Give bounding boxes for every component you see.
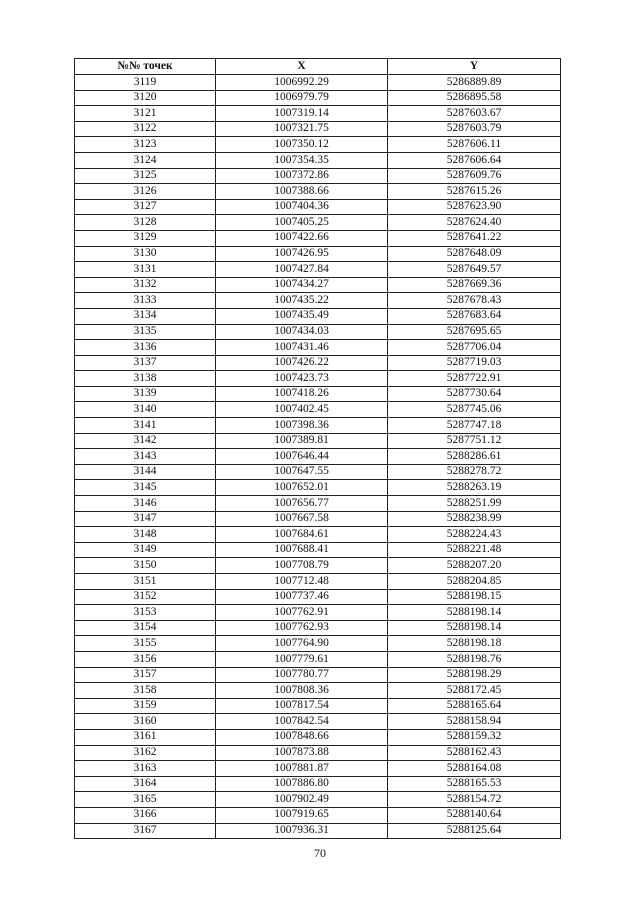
page-number: 70	[314, 846, 326, 860]
y-coordinate-cell: 5287641.22	[388, 230, 561, 246]
x-coordinate-cell: 1007402.45	[216, 402, 388, 418]
table-row	[75, 121, 561, 137]
point-number-cell: 3150	[75, 558, 216, 574]
x-coordinate-cell: 1007431.46	[216, 340, 388, 356]
point-number-cell: 3139	[75, 386, 216, 402]
point-number-cell: 3162	[75, 745, 216, 761]
x-coordinate-cell: 1007398.36	[216, 418, 388, 434]
x-coordinate-cell: 1007762.91	[216, 605, 388, 621]
table-row	[75, 246, 561, 262]
point-number-cell: 3134	[75, 308, 216, 324]
x-coordinate-cell: 1007389.81	[216, 433, 388, 449]
table-row	[75, 651, 561, 667]
point-number-cell: 3155	[75, 636, 216, 652]
header-y: Y	[388, 59, 561, 75]
x-coordinate-cell: 1007808.36	[216, 683, 388, 699]
table-row	[75, 137, 561, 153]
table-row	[75, 152, 561, 168]
y-coordinate-cell: 5288278.72	[388, 464, 561, 480]
x-coordinate-cell: 1007319.14	[216, 106, 388, 122]
point-number-cell: 3130	[75, 246, 216, 262]
point-number-cell: 3166	[75, 807, 216, 823]
y-coordinate-cell: 5288159.32	[388, 729, 561, 745]
x-coordinate-cell: 1006992.29	[216, 75, 388, 91]
y-coordinate-cell: 5287609.76	[388, 168, 561, 184]
point-number-cell: 3136	[75, 340, 216, 356]
y-coordinate-cell: 5288158.94	[388, 714, 561, 730]
y-coordinate-cell: 5287669.36	[388, 277, 561, 293]
point-number-cell: 3164	[75, 776, 216, 792]
x-coordinate-cell: 1007842.54	[216, 714, 388, 730]
table-row	[75, 776, 561, 792]
y-coordinate-cell: 5288154.72	[388, 792, 561, 808]
x-coordinate-cell: 1007817.54	[216, 698, 388, 714]
x-coordinate-cell: 1007388.66	[216, 184, 388, 200]
point-number-cell: 3143	[75, 449, 216, 465]
table-row	[75, 714, 561, 730]
y-coordinate-cell: 5287722.91	[388, 371, 561, 387]
y-coordinate-cell: 5288198.14	[388, 620, 561, 636]
table-header	[75, 59, 561, 75]
header-x: X	[216, 59, 388, 75]
y-coordinate-cell: 5288238.99	[388, 511, 561, 527]
y-coordinate-cell: 5288198.14	[388, 605, 561, 621]
point-number-cell: 3158	[75, 683, 216, 699]
y-coordinate-cell: 5288165.64	[388, 698, 561, 714]
y-coordinate-cell: 5288164.08	[388, 761, 561, 777]
y-coordinate-cell: 5288221.48	[388, 542, 561, 558]
y-coordinate-cell: 5287648.09	[388, 246, 561, 262]
point-number-cell: 3125	[75, 168, 216, 184]
x-coordinate-cell: 1007646.44	[216, 449, 388, 465]
point-number-cell: 3132	[75, 277, 216, 293]
table-row	[75, 745, 561, 761]
point-number-cell: 3133	[75, 293, 216, 309]
y-coordinate-cell: 5288198.76	[388, 651, 561, 667]
x-coordinate-cell: 1006979.79	[216, 90, 388, 106]
y-coordinate-cell: 5287695.65	[388, 324, 561, 340]
table-row	[75, 308, 561, 324]
x-coordinate-cell: 1007779.61	[216, 651, 388, 667]
x-coordinate-cell: 1007426.95	[216, 246, 388, 262]
y-coordinate-cell: 5287615.26	[388, 184, 561, 200]
point-number-cell: 3160	[75, 714, 216, 730]
point-number-cell: 3145	[75, 480, 216, 496]
x-coordinate-cell: 1007919.65	[216, 807, 388, 823]
point-number-cell: 3151	[75, 574, 216, 590]
y-coordinate-cell: 5287623.90	[388, 199, 561, 215]
y-coordinate-cell: 5288125.64	[388, 823, 561, 839]
point-number-cell: 3142	[75, 433, 216, 449]
table-row	[75, 293, 561, 309]
point-number-cell: 3156	[75, 651, 216, 667]
table-row	[75, 823, 561, 839]
table-row	[75, 667, 561, 683]
x-coordinate-cell: 1007780.77	[216, 667, 388, 683]
point-number-cell: 3128	[75, 215, 216, 231]
point-number-cell: 3131	[75, 262, 216, 278]
table-row	[75, 605, 561, 621]
table-row	[75, 199, 561, 215]
x-coordinate-cell: 1007426.22	[216, 355, 388, 371]
y-coordinate-cell: 5287603.67	[388, 106, 561, 122]
y-coordinate-cell: 5288286.61	[388, 449, 561, 465]
x-coordinate-cell: 1007418.26	[216, 386, 388, 402]
point-number-cell: 3129	[75, 230, 216, 246]
x-coordinate-cell: 1007321.75	[216, 121, 388, 137]
table-row	[75, 729, 561, 745]
table-row	[75, 355, 561, 371]
y-coordinate-cell: 5288207.20	[388, 558, 561, 574]
table-row	[75, 75, 561, 91]
y-coordinate-cell: 5288198.29	[388, 667, 561, 683]
x-coordinate-cell: 1007764.90	[216, 636, 388, 652]
point-number-cell: 3123	[75, 137, 216, 153]
table-row	[75, 542, 561, 558]
x-coordinate-cell: 1007652.01	[216, 480, 388, 496]
y-coordinate-cell: 5287624.40	[388, 215, 561, 231]
point-number-cell: 3127	[75, 199, 216, 215]
y-coordinate-cell: 5287747.18	[388, 418, 561, 434]
y-coordinate-cell: 5287678.43	[388, 293, 561, 309]
y-coordinate-cell: 5288198.15	[388, 589, 561, 605]
table-row	[75, 574, 561, 590]
x-coordinate-cell: 1007667.58	[216, 511, 388, 527]
point-number-cell: 3141	[75, 418, 216, 434]
table-row	[75, 386, 561, 402]
y-coordinate-cell: 5288204.85	[388, 574, 561, 590]
table-row	[75, 371, 561, 387]
x-coordinate-cell: 1007422.66	[216, 230, 388, 246]
table-row	[75, 620, 561, 636]
y-coordinate-cell: 5287751.12	[388, 433, 561, 449]
table-row	[75, 168, 561, 184]
point-number-cell: 3124	[75, 152, 216, 168]
x-coordinate-cell: 1007434.03	[216, 324, 388, 340]
point-number-cell: 3126	[75, 184, 216, 200]
table-row	[75, 340, 561, 356]
x-coordinate-cell: 1007435.22	[216, 293, 388, 309]
x-coordinate-cell: 1007350.12	[216, 137, 388, 153]
y-coordinate-cell: 5288162.43	[388, 745, 561, 761]
x-coordinate-cell: 1007708.79	[216, 558, 388, 574]
table-row	[75, 433, 561, 449]
point-number-cell: 3144	[75, 464, 216, 480]
x-coordinate-cell: 1007435.49	[216, 308, 388, 324]
table-row	[75, 277, 561, 293]
point-number-cell: 3161	[75, 729, 216, 745]
y-coordinate-cell: 5287683.64	[388, 308, 561, 324]
point-number-cell: 3146	[75, 496, 216, 512]
x-coordinate-cell: 1007684.61	[216, 527, 388, 543]
table-row	[75, 761, 561, 777]
point-number-cell: 3152	[75, 589, 216, 605]
table-row	[75, 511, 561, 527]
table-row	[75, 262, 561, 278]
y-coordinate-cell: 5288198.18	[388, 636, 561, 652]
table-row	[75, 418, 561, 434]
table-row	[75, 636, 561, 652]
point-number-cell: 3148	[75, 527, 216, 543]
table-row	[75, 230, 561, 246]
x-coordinate-cell: 1007688.41	[216, 542, 388, 558]
x-coordinate-cell: 1007881.87	[216, 761, 388, 777]
x-coordinate-cell: 1007372.86	[216, 168, 388, 184]
point-number-cell: 3121	[75, 106, 216, 122]
x-coordinate-cell: 1007354.35	[216, 152, 388, 168]
header-row	[75, 59, 561, 75]
table-row	[75, 184, 561, 200]
x-coordinate-cell: 1007762.93	[216, 620, 388, 636]
point-number-cell: 3163	[75, 761, 216, 777]
x-coordinate-cell: 1007405.25	[216, 215, 388, 231]
point-number-cell: 3137	[75, 355, 216, 371]
coordinates-table	[74, 58, 561, 839]
table-row	[75, 589, 561, 605]
x-coordinate-cell: 1007737.46	[216, 589, 388, 605]
point-number-cell: 3167	[75, 823, 216, 839]
point-number-cell: 3120	[75, 90, 216, 106]
table-row	[75, 558, 561, 574]
table-row	[75, 324, 561, 340]
point-number-cell: 3122	[75, 121, 216, 137]
table-row	[75, 402, 561, 418]
x-coordinate-cell: 1007848.66	[216, 729, 388, 745]
table-row	[75, 90, 561, 106]
y-coordinate-cell: 5287719.03	[388, 355, 561, 371]
x-coordinate-cell: 1007656.77	[216, 496, 388, 512]
point-number-cell: 3159	[75, 698, 216, 714]
header-point-number: №№ точек	[75, 59, 216, 75]
table-row	[75, 527, 561, 543]
y-coordinate-cell: 5287606.64	[388, 152, 561, 168]
x-coordinate-cell: 1007647.55	[216, 464, 388, 480]
table-row	[75, 792, 561, 808]
y-coordinate-cell: 5287606.11	[388, 137, 561, 153]
x-coordinate-cell: 1007404.36	[216, 199, 388, 215]
table-row	[75, 807, 561, 823]
y-coordinate-cell: 5287730.64	[388, 386, 561, 402]
y-coordinate-cell: 5286895.58	[388, 90, 561, 106]
point-number-cell: 3154	[75, 620, 216, 636]
point-number-cell: 3140	[75, 402, 216, 418]
y-coordinate-cell: 5288251.99	[388, 496, 561, 512]
table-row	[75, 106, 561, 122]
x-coordinate-cell: 1007427.84	[216, 262, 388, 278]
x-coordinate-cell: 1007936.31	[216, 823, 388, 839]
x-coordinate-cell: 1007712.48	[216, 574, 388, 590]
y-coordinate-cell: 5287649.57	[388, 262, 561, 278]
y-coordinate-cell: 5286889.89	[388, 75, 561, 91]
table-row	[75, 215, 561, 231]
x-coordinate-cell: 1007434.27	[216, 277, 388, 293]
table-row	[75, 449, 561, 465]
table-row	[75, 698, 561, 714]
x-coordinate-cell: 1007423.73	[216, 371, 388, 387]
point-number-cell: 3119	[75, 75, 216, 91]
y-coordinate-cell: 5288165.53	[388, 776, 561, 792]
table-row	[75, 464, 561, 480]
y-coordinate-cell: 5287745.06	[388, 402, 561, 418]
point-number-cell: 3135	[75, 324, 216, 340]
point-number-cell: 3157	[75, 667, 216, 683]
point-number-cell: 3149	[75, 542, 216, 558]
table-body	[75, 75, 561, 839]
point-number-cell: 3153	[75, 605, 216, 621]
y-coordinate-cell: 5287706.04	[388, 340, 561, 356]
x-coordinate-cell: 1007902.49	[216, 792, 388, 808]
y-coordinate-cell: 5288263.19	[388, 480, 561, 496]
y-coordinate-cell: 5288140.64	[388, 807, 561, 823]
y-coordinate-cell: 5288172.45	[388, 683, 561, 699]
x-coordinate-cell: 1007886.80	[216, 776, 388, 792]
table-row	[75, 496, 561, 512]
y-coordinate-cell: 5288224.43	[388, 527, 561, 543]
point-number-cell: 3165	[75, 792, 216, 808]
x-coordinate-cell: 1007873.88	[216, 745, 388, 761]
point-number-cell: 3147	[75, 511, 216, 527]
y-coordinate-cell: 5287603.79	[388, 121, 561, 137]
point-number-cell: 3138	[75, 371, 216, 387]
table-row	[75, 480, 561, 496]
table-row	[75, 683, 561, 699]
